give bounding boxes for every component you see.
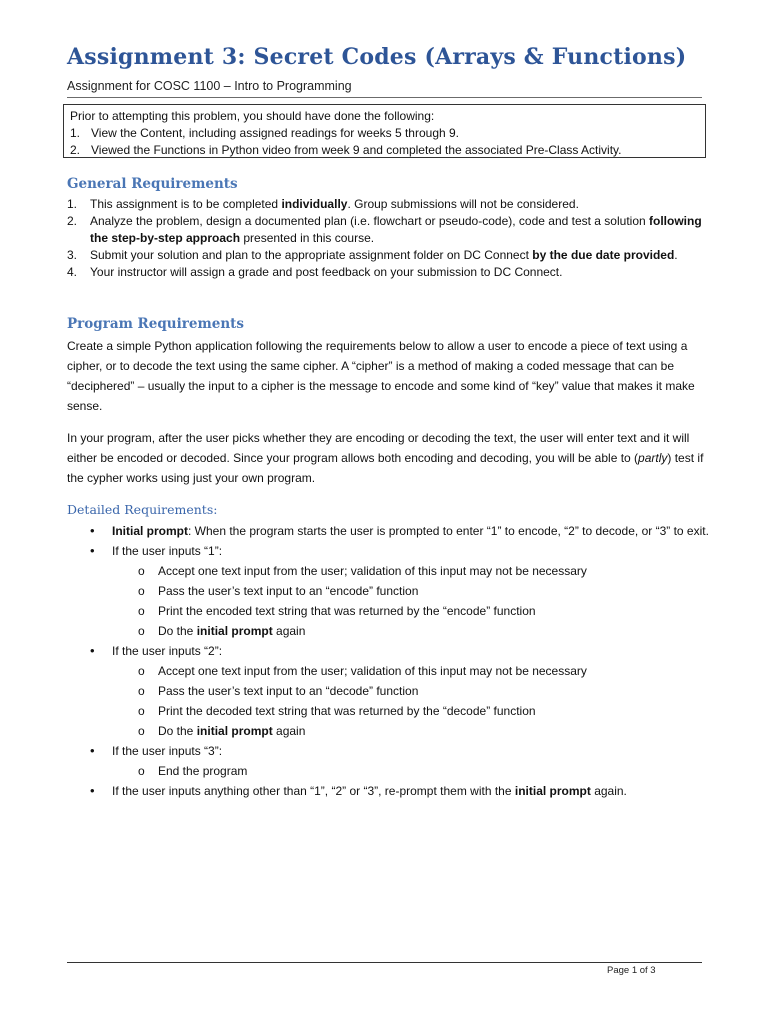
requirement-other-input [90, 781, 710, 801]
circle-bullet-icon: o [138, 664, 145, 678]
item-emphasis: individually [281, 197, 348, 211]
footer-divider [67, 962, 702, 963]
item-text: Do the [158, 624, 197, 638]
sub-list [112, 761, 710, 781]
general-requirement-item [67, 247, 707, 264]
prerequisites-intro: Prior to attempting this problem, you should have done the following: [70, 109, 435, 123]
program-requirements-heading: Program Requirements [67, 316, 244, 332]
sub-item [112, 601, 710, 621]
item-text: : When the program starts the user is prompted to enter “1” to encode, “2” to decode, or “3” to exit. [188, 524, 709, 538]
title-divider [67, 97, 702, 98]
circle-bullet-icon: o [138, 584, 145, 598]
sub-list [112, 561, 710, 641]
circle-bullet-icon: o [138, 764, 145, 778]
prerequisites-list [70, 125, 705, 159]
item-emphasis: initial prompt [196, 724, 273, 738]
paragraph-emphasis: partly [638, 451, 668, 465]
item-text: Pass the user’s text input to an “encode” function [158, 584, 419, 598]
item-text: If the user inputs “1”: [112, 544, 223, 558]
requirement-input-1 [90, 541, 710, 641]
sub-item [112, 581, 710, 601]
item-text: Print the decoded text string that was returned by the “decode” function [158, 704, 536, 718]
item-text: Do the [158, 724, 197, 738]
detailed-requirements-list [90, 521, 710, 801]
sub-item [112, 561, 710, 581]
general-requirement-item [67, 196, 707, 213]
circle-bullet-icon: o [138, 684, 145, 698]
sub-item [112, 621, 710, 641]
item-number: 1. [70, 126, 81, 140]
item-text: again [272, 724, 306, 738]
item-text: View the Content, including assigned readings for weeks 5 through 9. [91, 126, 460, 140]
item-number: 3. [67, 248, 78, 262]
sub-list [112, 661, 710, 741]
prerequisite-item [70, 125, 705, 142]
requirement-input-3 [90, 741, 710, 781]
document-title: Assignment 3: Secret Codes (Arrays & Functions) [67, 44, 687, 70]
page-number: Page 1 of 3 [607, 965, 656, 976]
item-text: presented in this course. [240, 231, 375, 245]
sub-item [112, 681, 710, 701]
sub-item [112, 661, 710, 681]
requirement-input-2 [90, 641, 710, 741]
bullet-icon: • [90, 643, 95, 658]
item-emphasis: initial prompt [196, 624, 273, 638]
bullet-icon: • [90, 783, 95, 798]
item-text: End the program [158, 764, 248, 778]
sub-item [112, 701, 710, 721]
program-description: Create a simple Python application following the requirements below to allow a user to encode a piece of text using a cipher, or to decode the text using the same cipher. A “cipher” is a method of making a coded message that can be “deciphered” – usually the input to a cipher is the message to encode and some kind of “key” value that makes it make sense. [67, 339, 695, 413]
item-text: again. [590, 784, 627, 798]
prerequisites-box [63, 104, 706, 158]
program-usage-paragraph [67, 428, 707, 488]
bullet-icon: • [90, 543, 95, 558]
item-number: 1. [67, 197, 78, 211]
general-requirement-item [67, 213, 707, 247]
item-emphasis: Initial prompt [112, 524, 188, 538]
sub-item [112, 761, 710, 781]
item-text: . Group submissions will not be considered. [347, 197, 579, 211]
item-text: Submit your solution and plan to the appropriate assignment folder on DC Connect [90, 248, 533, 262]
paragraph-text: ) test if the cypher works using just your own program. [67, 451, 704, 485]
circle-bullet-icon: o [138, 724, 145, 738]
circle-bullet-icon: o [138, 604, 145, 618]
item-emphasis: following the step-by-step approach [90, 214, 702, 245]
item-text: Viewed the Functions in Python video from week 9 and completed the associated Pre-Class Activity. [91, 143, 622, 157]
item-text: Analyze the problem, design a documented plan (i.e. flowchart or pseudo-code), code and test a solution [90, 214, 650, 228]
item-emphasis: initial prompt [514, 784, 591, 798]
document-subtitle: Assignment for COSC 1100 – Intro to Programming [67, 79, 352, 93]
circle-bullet-icon: o [138, 624, 145, 638]
item-text: If the user inputs “3”: [112, 744, 223, 758]
item-number: 2. [70, 143, 81, 157]
circle-bullet-icon: o [138, 564, 145, 578]
general-requirements-heading: General Requirements [67, 176, 238, 192]
item-emphasis: by the due date provided [532, 248, 675, 262]
paragraph-text: In your program, after the user picks whether they are encoding or decoding the text, the user will enter text and it will either be encoded or decoded. Since your program allows both encoding and decoding, you will be able to ( [67, 431, 690, 465]
item-text: Accept one text input from the user; validation of this input may not be necessary [158, 664, 587, 678]
item-number: 2. [67, 214, 78, 228]
detailed-requirements-heading: Detailed Requirements: [67, 502, 218, 517]
item-text: . [674, 248, 678, 262]
item-text: Print the encoded text string that was returned by the “encode” function [158, 604, 536, 618]
bullet-icon: • [90, 743, 95, 758]
item-number: 4. [67, 265, 78, 279]
item-text: Pass the user’s text input to an “decode” function [158, 684, 419, 698]
item-text: again [272, 624, 306, 638]
general-requirements-list [67, 196, 707, 281]
item-text: Your instructor will assign a grade and post feedback on your submission to DC Connect. [90, 265, 563, 279]
circle-bullet-icon: o [138, 704, 145, 718]
item-text: This assignment is to be completed [90, 197, 282, 211]
item-text: If the user inputs anything other than “1”, “2” or “3”, re-prompt them with the [112, 784, 515, 798]
item-text: Accept one text input from the user; validation of this input may not be necessary [158, 564, 587, 578]
sub-item [112, 721, 710, 741]
prerequisite-item [70, 142, 705, 159]
general-requirement-item [67, 264, 707, 281]
requirement-initial-prompt [90, 521, 710, 541]
bullet-icon: • [90, 523, 95, 538]
item-text: If the user inputs “2”: [112, 644, 223, 658]
